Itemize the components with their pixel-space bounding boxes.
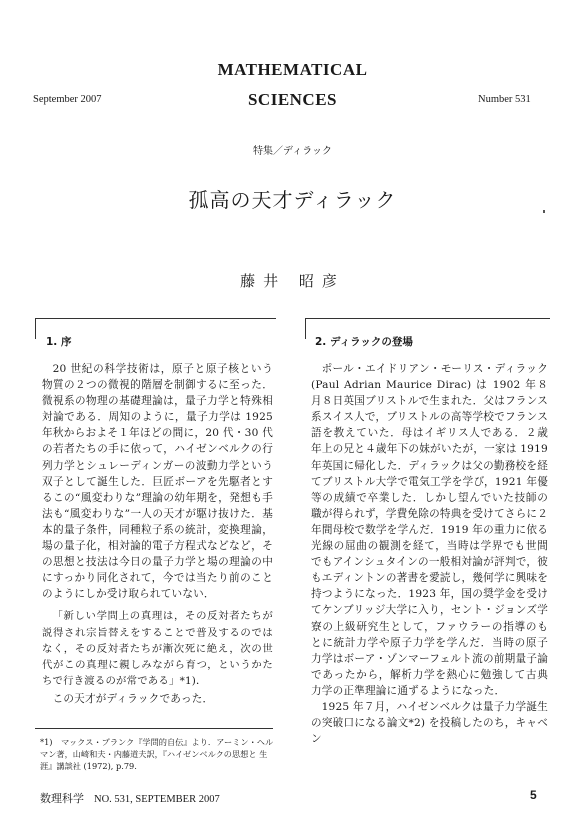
section-1-paragraph: 20 世紀の科学技術は，原子と原子核という物質の２つの微視的階層を制御するに至った．微視系の物理の基礎理論は，量子力学と特殊相対論である．周知のように，量子力学は 1925 年秋からおよそ１年ほどの間に，20 代・30 代の若者たちの手に依って，ハイゼンベルクの行列力学とシュレーディンガーの波動力学という双子として誕生した．巨匠ボーアを先駆者とするこの“風変わりな”理論の幼年期を，発想も手法も“風変わりな”一人の天才が駆け抜けた．基本的量子条件，同種粒子系の統計，変換理論，場の量子化，相対論的電子方程式などなど，その思想と技法は今日の量子力学と場の理論の中にすっかり同化されて，今では当たり前のことのようにしか受け取られていない． (42, 363, 273, 601)
feature-label: 特集／ディラック (253, 146, 332, 157)
footer-issue: NO. 531, SEPTEMBER 2007 (94, 794, 220, 805)
masthead-number: Number 531 (478, 94, 531, 105)
right-column (311, 334, 548, 747)
section-2-paragraph: ポール・エイドリアン・モーリス・ディラック (Paul Adrian Maurice Dirac) は 1902 年８月８日英国ブリストルで生まれた．父はフランス系スイス人で，ブリストルの高等学校でフランス語を教えていた．母はイギリス人である．２歳年上の兄と４歳年下の妹がいたが，一家は 1919 年英国に帰化した．ディラックは父の勤務校を経てブリストル大学で電気工学を学び，1921 年優等の成績で卒業した．しかし望んでいた技師の職が得られず，学費免除の特典を受けてさらに２年間母校で数学を学んだ．1919 年の重力に依る光線の屈曲の観測を経て，当時は学界でも世間でもアインシュタインの一般相対論が評判で，彼もエディントンの著書を愛読し，幾何学に興味を持つようになった．1923 年，国の奨学金を受けてケンブリッジ大学に入り，セント・ジョンズ学寮の上級研究生として，ファウラーの指導のもとに統計力学や原子力学を学んだ．当時の原子力学はボーア・ゾンマーフェルト流の前期量子論であったから，解析力学を熱心に勉強して古典力学の正準理論に通ずるようになった． (311, 363, 548, 697)
masthead-title-line1: MATHEMATICAL (217, 60, 368, 79)
masthead-title-line2: SCIENCES (247, 90, 338, 109)
print-speck (543, 210, 545, 213)
page-footer (40, 790, 220, 806)
footnote-line2: 生涯』講談社 (1972), p.79. (40, 749, 268, 771)
article-title: 孤高の天才ディラック (188, 188, 397, 212)
section-1-heading: 1. 序 (46, 336, 72, 348)
section-1-closing: この天才がディラックであった． (52, 692, 214, 705)
footnote (40, 736, 276, 772)
footnote-line1: マックス・プランク『学問的自伝』より．アーミン・ヘルマン著，山崎和夫・内藤道夫訳，『ハイゼンベルクの思想と (40, 737, 274, 759)
section-2-heading: 2. ディラックの登場 (315, 336, 413, 348)
article-author: 藤井 昭彦 (240, 272, 345, 290)
section-1-quote: 「新しい学問上の真理は，その反対者たちが説得され宗旨替えをすることで普及するのではなく，その反対者たちが漸次死に絶え，次の世代がこの真理に親しみながら育つ，というかたちで行き渡るのが常である」*1)． (42, 610, 273, 687)
page-number: 5 (530, 788, 537, 802)
footnote-rule (35, 728, 273, 729)
left-column (42, 334, 273, 707)
masthead-date: September 2007 (33, 94, 102, 105)
footer-journal: 数理科学 (40, 792, 84, 805)
section-2-paragraph: 1925 年７月，ハイゼンベルクは量子力学誕生の突破口になる論文*2) を投稿したのち，キャベン (311, 700, 548, 746)
footnote-mark: *1) (40, 737, 53, 747)
